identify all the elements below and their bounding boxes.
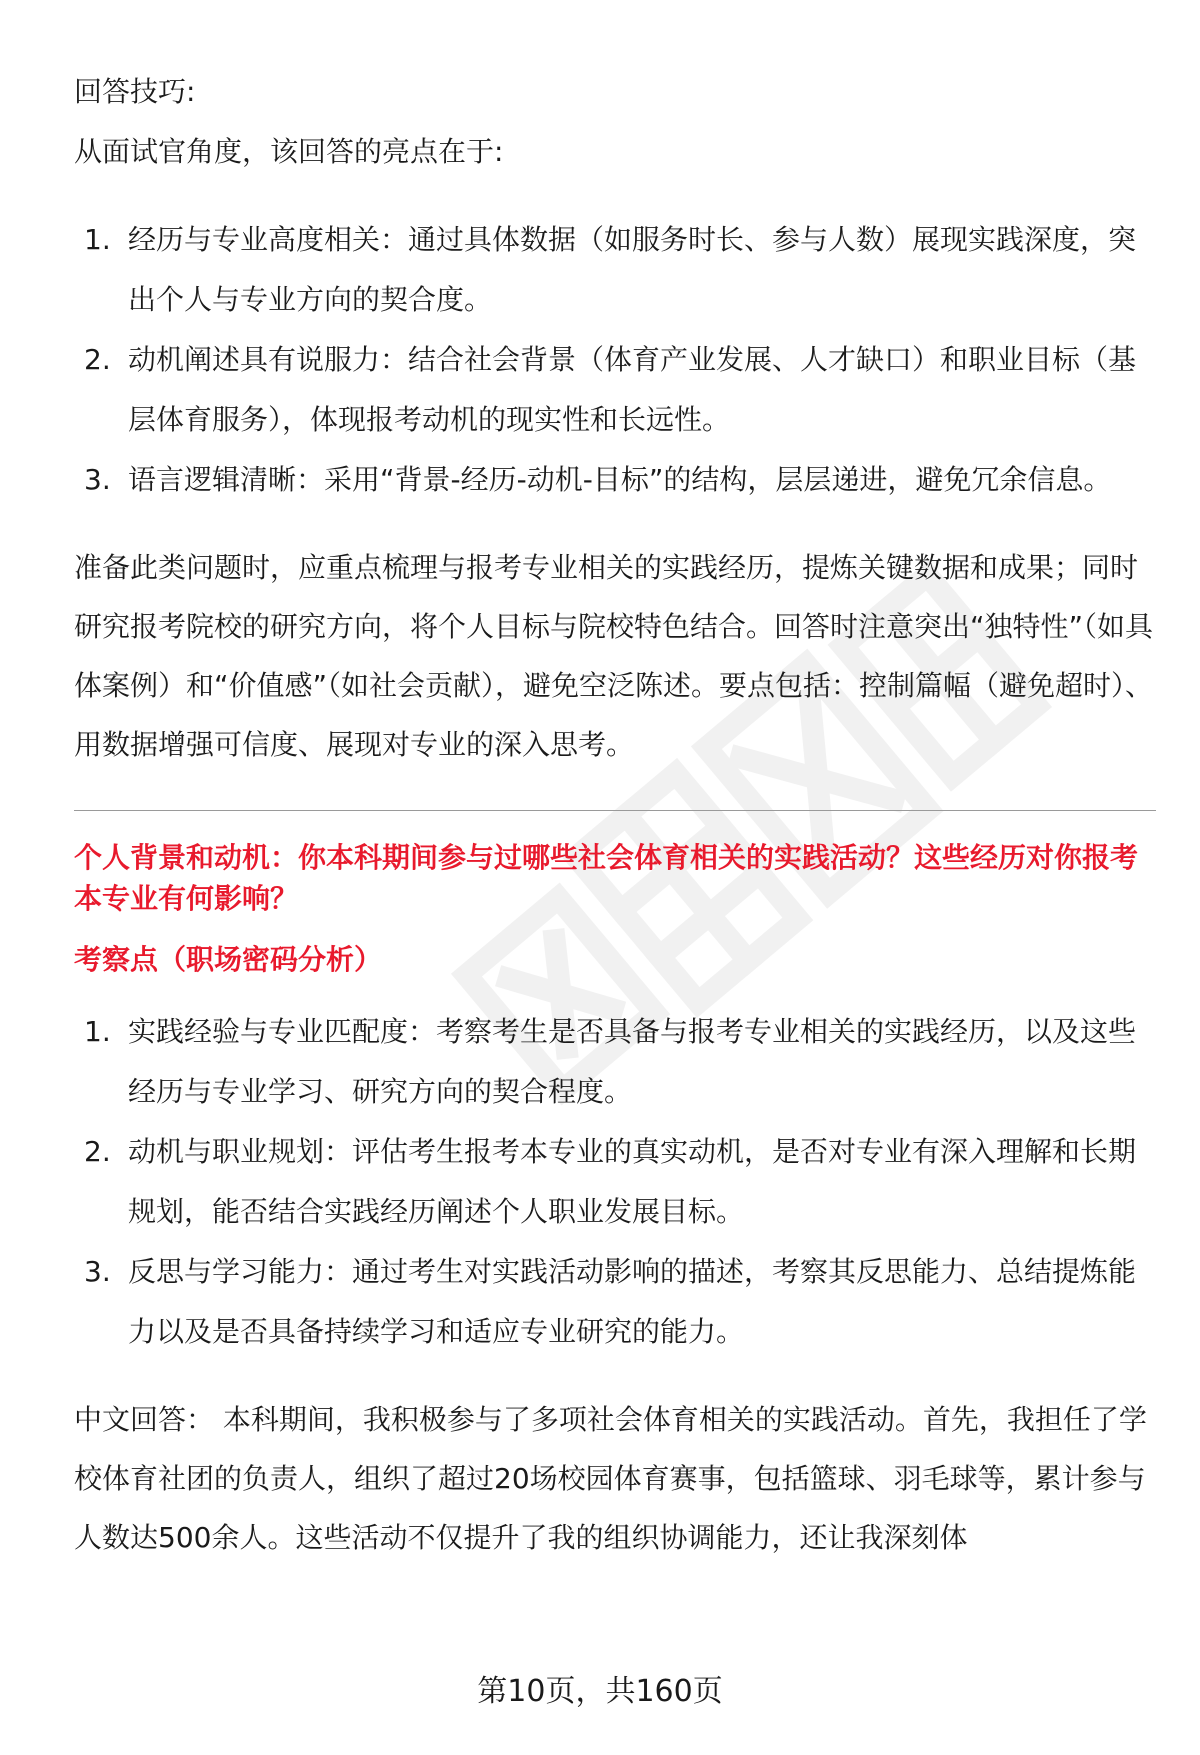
list-item <box>74 210 1156 330</box>
page-content <box>74 62 1156 1567</box>
points-title: 考察点（职场密码分析） <box>74 943 383 976</box>
list-text: 动机与职业规划：评估考生报考本专业的真实动机，是否对专业有深入理解和长期规划，能否结合实践经历阐述个人职业发展目标。 <box>128 1135 1137 1228</box>
intro-text: 从面试官角度，该回答的亮点在于: <box>74 135 504 168</box>
page-number: 第10页，共160页 <box>477 1674 723 1709</box>
list-text: 语言逻辑清晰：采用“背景-经历-动机-目标”的结构，层层递进，避免冗余信息。 <box>128 463 1112 496</box>
answer-paragraph: 中文回答： 本科期间，我积极参与了多项社会体育相关的实践活动。首先，我担任了学校体育社团的负责人，组织了超过20场校园体育赛事，包括篮球、羽毛球等，累计参与人数达500余人。这些活动不仅提升了我的组织协调能力，还让我深刻体 <box>74 1403 1147 1554</box>
list-text: 反思与学习能力：通过考生对实践活动影响的描述，考察其反思能力、总结提炼能力以及是否具备持续学习和适应专业研究的能力。 <box>128 1255 1137 1348</box>
section-heading: 回答技巧: <box>74 75 196 108</box>
list-item <box>74 330 1156 450</box>
list-number: 3. <box>84 463 111 496</box>
list-number: 2. <box>84 1135 111 1168</box>
highlights-list <box>74 210 1156 510</box>
list-text: 经历与专业高度相关：通过具体数据（如服务时长、参与人数）展现实践深度，突出个人与专业方向的契合度。 <box>128 223 1137 316</box>
list-number: 1. <box>84 1015 111 1048</box>
list-item <box>74 1002 1156 1122</box>
list-number: 3. <box>84 1255 111 1288</box>
question-heading: 个人背景和动机：你本科期间参与过哪些社会体育相关的实践活动？这些经历对你报考本专业有何影响？ <box>74 841 1139 915</box>
advice-paragraph: 准备此类问题时，应重点梳理与报考专业相关的实践经历，提炼关键数据和成果；同时研究报考院校的研究方向，将个人目标与院校特色结合。回答时注意突出“独特性”（如具体案例）和“价值感”（如社会贡献），避免空泛陈述。要点包括：控制篇幅（避免超时）、用数据增强可信度、展现对专业的深入思考。 <box>74 551 1154 761</box>
list-item <box>74 450 1156 510</box>
assessment-points-list <box>74 1002 1156 1362</box>
list-number: 2. <box>84 343 111 376</box>
list-item <box>74 1242 1156 1362</box>
list-text: 实践经验与专业匹配度：考察考生是否具备与报考专业相关的实践经历，以及这些经历与专业学习、研究方向的契合程度。 <box>128 1015 1137 1108</box>
list-number: 1. <box>84 223 111 256</box>
list-text: 动机阐述具有说服力：结合社会背景（体育产业发展、人才缺口）和职业目标（基层体育服务），体现报考动机的现实性和长远性。 <box>128 343 1137 436</box>
list-item <box>74 1122 1156 1242</box>
section-divider <box>74 810 1156 811</box>
